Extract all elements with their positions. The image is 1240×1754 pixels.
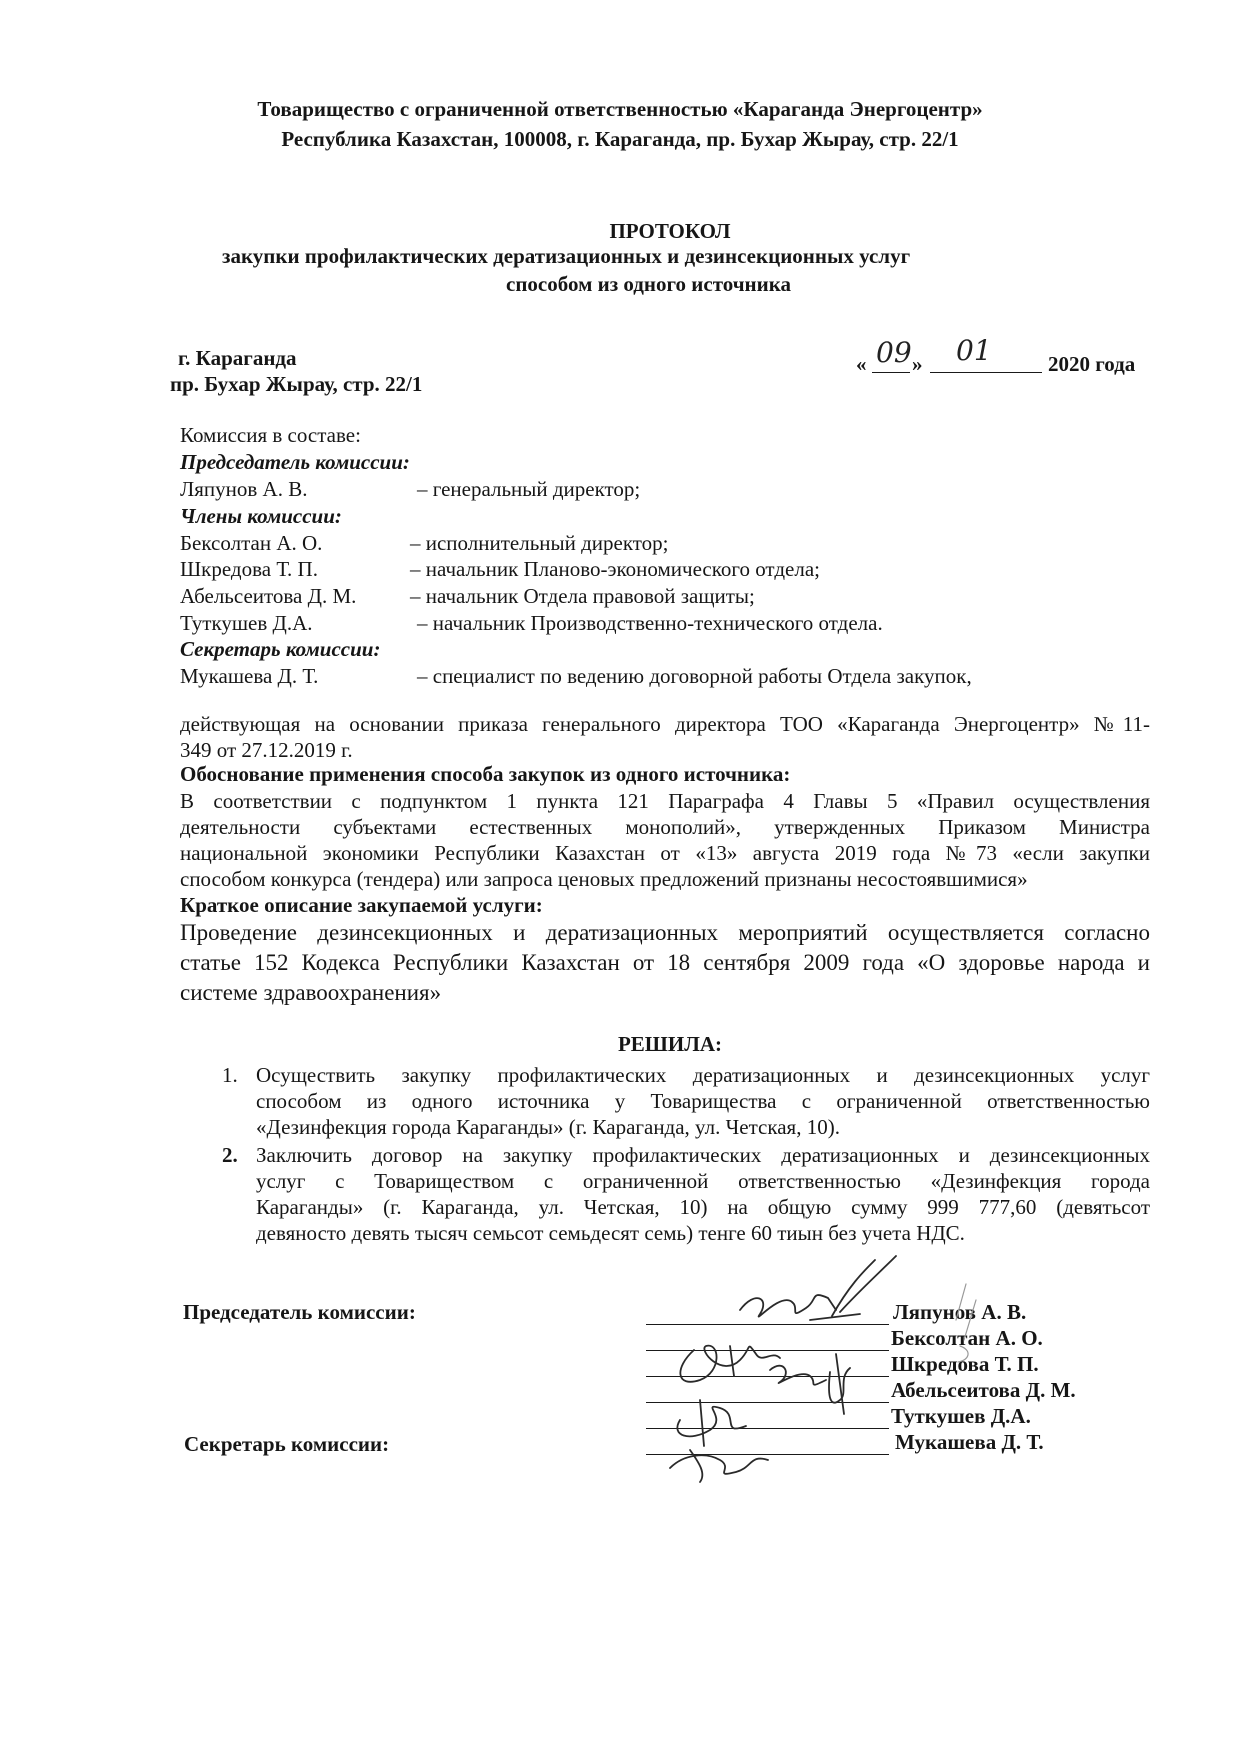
justification-line: деятельности субъектами естественных монополий», утвержденных Приказом Министра [180,815,1150,839]
place-city: г. Караганда [178,346,297,370]
decision-heading: РЕШИЛА: [617,1032,723,1056]
date-year: 2020 года [1048,352,1136,376]
member-name: Туткушев Д.А. [180,611,313,635]
decision-item-line: Заключить договор на закупку профилактических дератизационных и дезинсекционных [256,1143,1150,1167]
signatory-name: Мукашева Д. Т. [895,1430,1044,1454]
basis-line: действующая на основании приказа генерального директора ТОО «Караганда Энергоцентр» №11- [180,712,1150,736]
justification-line: В соответствии с подпунктом 1 пункта 121 Параграфа 4 Главы 5 «Правил осуществления [180,789,1150,813]
date-month: 01 [956,334,992,367]
signatory-name: Шкредова Т. П. [891,1352,1039,1376]
service-line: Проведение дезинсекционных и дератизационных мероприятий осуществляется согласно [180,920,1150,945]
signatory-name: Бексолтан А. О. [891,1326,1043,1350]
decision-item-line: Осуществить закупку профилактических дератизационных и дезинсекционных услуг [256,1063,1150,1087]
secretary-role: – специалист по ведению договорной работы Отдела закупок, [417,664,972,688]
signatory-name: Туткушев Д.А. [891,1404,1031,1428]
members-heading: Члены комиссии: [180,504,342,528]
secretary-heading: Секретарь комиссии: [180,637,381,661]
document-subtitle-2: способом из одного источника [506,272,792,296]
secretary-name: Мукашева Д. Т. [180,664,319,688]
basis-line: 349 от 27.12.2019 г. [180,738,353,762]
decision-item-line: Караганды» (г. Караганда, ул. Четская, 10) на общую сумму 999 777,60 (девятьсот [256,1195,1150,1219]
decision-item-number: 1. [222,1063,238,1087]
place-address: пр. Бухар Жырау, стр. 22/1 [170,372,423,396]
document-title: ПРОТОКОЛ [609,219,731,243]
member-role: – начальник Отдела правовой защиты; [410,584,755,608]
service-heading: Краткое описание закупаемой услуги: [180,893,543,917]
justification-heading: Обоснование применения способа закупок из одного источника: [180,762,791,786]
justification-line: национальной экономики Республики Казахстан от «13» августа 2019 года №73 «если закупки [180,841,1150,865]
chair-signature-label: Председатель комиссии: [183,1300,416,1324]
member-role: – начальник Планово-экономического отдела; [410,557,820,581]
document-subtitle-1: закупки профилактических дератизационных и дезинсекционных услуг [222,244,911,268]
secretary-signature-label: Секретарь комиссии: [184,1432,390,1456]
service-line: системе здравоохранения» [180,980,442,1005]
chair-role: – генеральный директор; [417,477,641,501]
decision-item-line: услуг с Товариществом с ограниченной ответственностью «Дезинфекция города [256,1169,1150,1193]
document-date: « 09 » 01 2020 года [856,334,1136,376]
chair-heading: Председатель комиссии: [180,450,410,474]
org-name: Товарищество с ограниченной ответственностью «Караганда Энергоцентр» [257,97,983,121]
decision-item-line: девяносто девять тысяч семьсот семьдесят семь) тенге 60 тиын без учета НДС. [256,1221,965,1245]
signatory-name: Ляпунов А. В. [893,1300,1027,1324]
member-name: Бексолтан А. О. [180,531,323,555]
chair-name: Ляпунов А. В. [180,477,308,501]
justification-line: способом конкурса (тендера) или запроса ценовых предложений признаны несостоявшимися» [180,867,1028,891]
handwritten-signatures [660,1250,990,1485]
decision-item-number: 2. [222,1143,238,1167]
service-line: статье 152 Кодекса Республики Казахстан от 18 сентября 2009 года «О здоровье народа и [180,950,1150,975]
member-role: – начальник Производственно-технического отдела. [417,611,883,635]
decision-item-line: способом из одного источника у Товарищества с ограниченной ответственностью [256,1089,1150,1113]
member-name: Абельсеитова Д. М. [180,584,357,608]
org-address: Республика Казахстан, 100008, г. Караганда, пр. Бухар Жырау, стр. 22/1 [281,127,959,151]
member-name: Шкредова Т. П. [180,557,318,581]
commission-intro: Комиссия в составе: [180,423,361,447]
signatory-name: Абельсеитова Д. М. [891,1378,1076,1402]
decision-item-line: «Дезинфекция города Караганды» (г. Караганда, ул. Четская, 10). [256,1115,840,1139]
date-day: 09 [876,336,912,369]
member-role: – исполнительный директор; [410,531,669,555]
